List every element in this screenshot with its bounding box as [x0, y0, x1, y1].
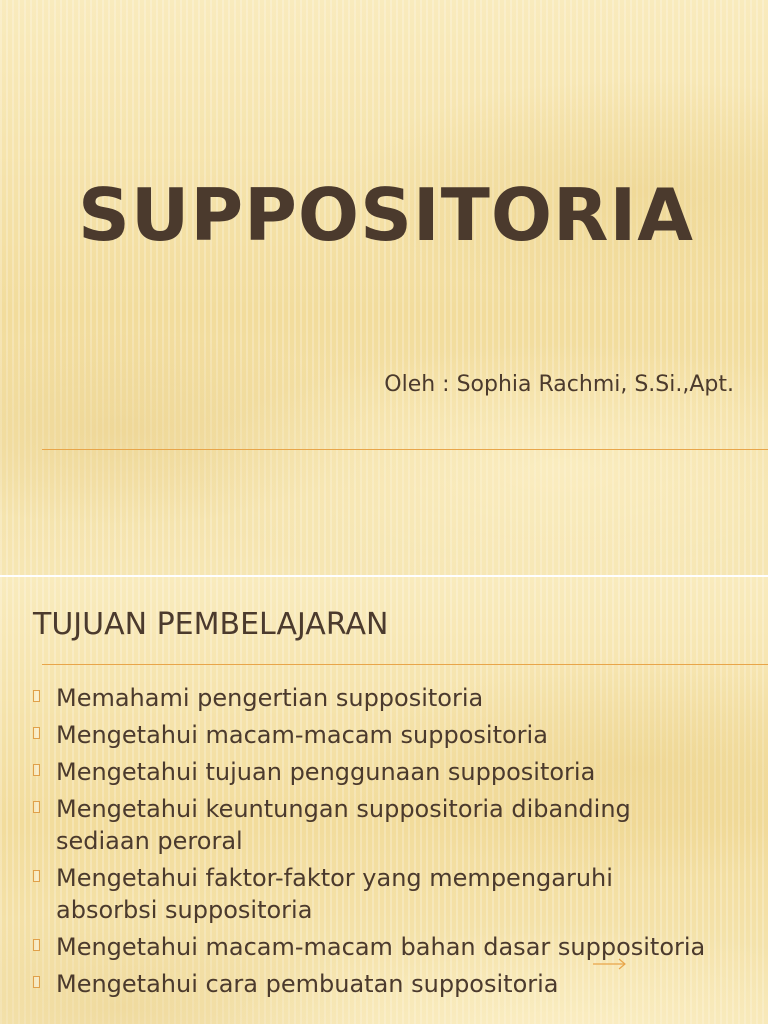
- slide-objectives: [0, 577, 768, 1024]
- list-item-text: Mengetahui faktor-faktor yang mempengaruhi absorbsi suppositoria: [56, 864, 613, 924]
- slide-title-heading: SUPPOSITORIA: [78, 173, 694, 257]
- square-bullet-icon: [33, 976, 40, 988]
- list-item-text: Memahami pengertian suppositoria: [56, 684, 484, 712]
- list-item-text: Mengetahui tujuan penggunaan suppositoria: [56, 758, 596, 786]
- square-bullet-icon: [33, 870, 40, 882]
- list-item-text: Mengetahui macam-macam bahan dasar suppositoria: [56, 933, 706, 961]
- list-item: [0, 862, 768, 926]
- list-item: [0, 756, 768, 788]
- list-item: [0, 931, 768, 963]
- objectives-list: [0, 682, 768, 1005]
- list-item: [0, 793, 768, 857]
- list-item-text: Mengetahui keuntungan suppositoria dibanding sediaan peroral: [56, 795, 631, 855]
- slide-objectives-heading: TUJUAN PEMBELAJARAN: [33, 607, 389, 642]
- divider-line: [42, 664, 768, 665]
- square-bullet-icon: [33, 764, 40, 776]
- list-item-text: Mengetahui macam-macam suppositoria: [56, 721, 548, 749]
- slide-subtitle-author: Oleh : Sophia Rachmi, S.Si.,Apt.: [384, 372, 734, 397]
- square-bullet-icon: [33, 939, 40, 951]
- arrow-right-icon[interactable]: [592, 957, 628, 971]
- list-item-text: Mengetahui cara pembuatan suppositoria: [56, 970, 559, 998]
- list-item: [0, 682, 768, 714]
- square-bullet-icon: [33, 690, 40, 702]
- square-bullet-icon: [33, 801, 40, 813]
- square-bullet-icon: [33, 727, 40, 739]
- list-item: [0, 719, 768, 751]
- list-item: [0, 968, 768, 1000]
- divider-line: [42, 449, 768, 450]
